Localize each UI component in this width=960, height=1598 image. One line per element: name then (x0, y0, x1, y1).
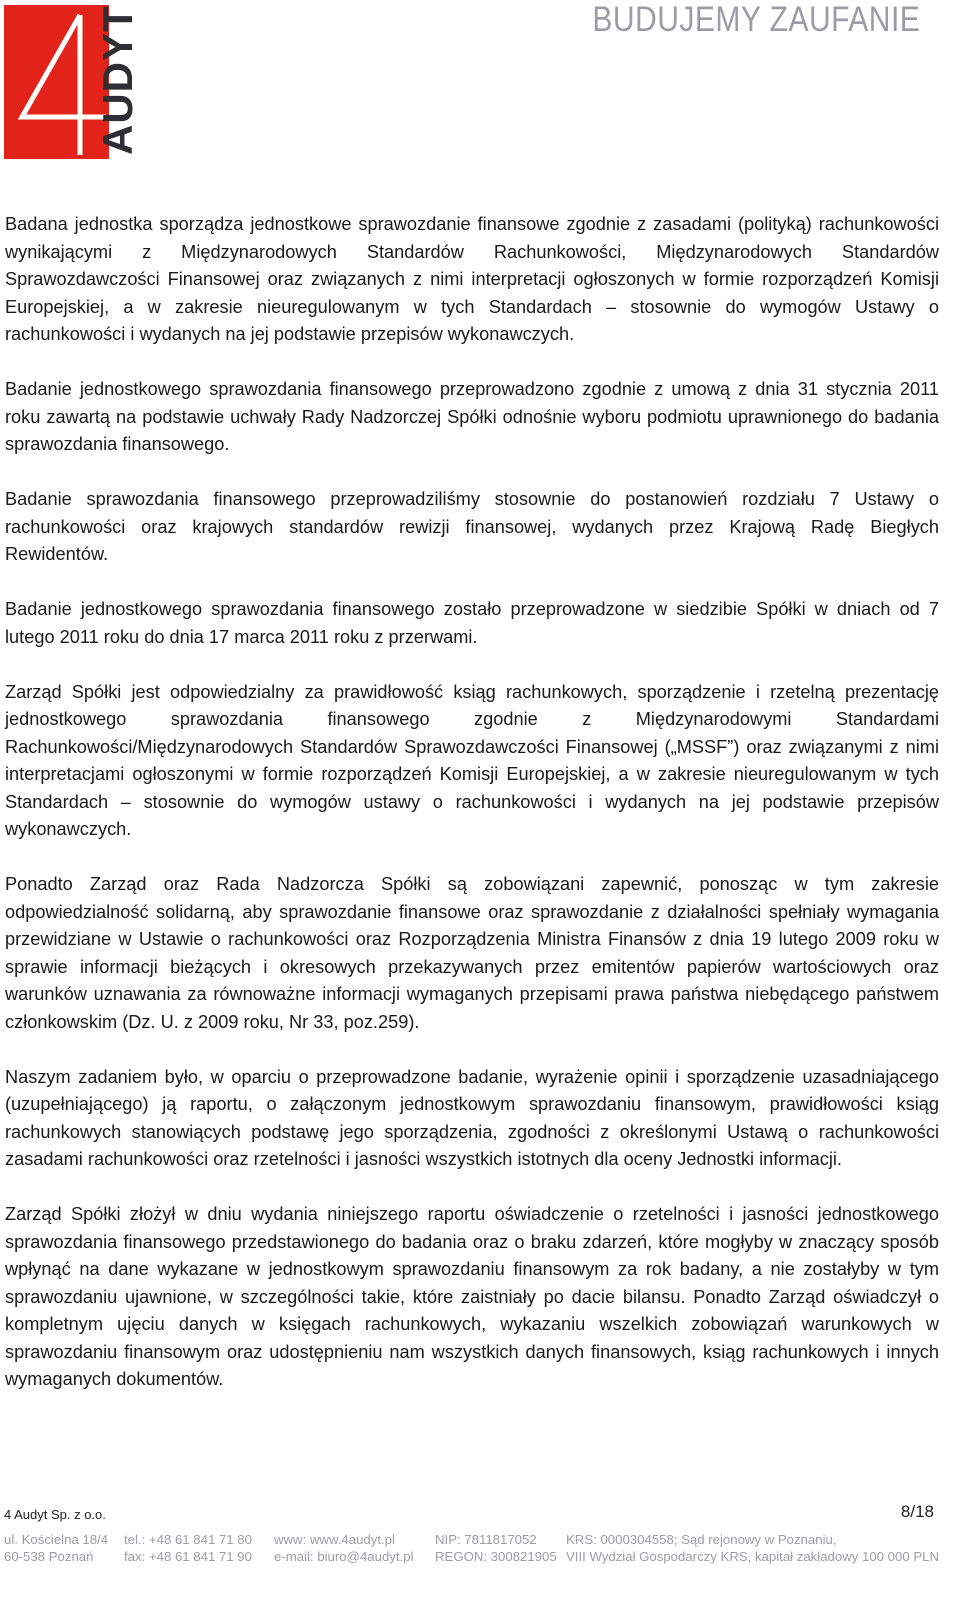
paragraph: Badanie sprawozdania finansowego przeprowadziliśmy stosownie do postanowień rozdziału 7 Ustawy o rachunkowości oraz krajowych standardów rewizji finansowej, wydanych przez Krajową Radę Biegłych Rewidentów. (5, 489, 939, 564)
krs-line-2: VIII Wydział Gospodarczy KRS, kapitał zakładowy 100 000 PLN (566, 1549, 939, 1564)
footer-web (274, 1531, 413, 1565)
nip-number: NIP: 7811817052 (435, 1532, 537, 1547)
paragraph: Badana jednostka sporządza jednostkowe sprawozdanie finansowe zgodnie z zasadami (polityką) rachunkowości wynikającymi z Międzynarodowych Standardów Rachunkowości, Międzynarodowych Standardów Sprawozdawczości Finansowej oraz związanych z nimi interpretacji ogłoszonych w formie rozporządzeń Komisji Europejskiej, a w zakresie nieuregulowanym w tych Standardach – stosownie do wymogów Ustawy o rachunkowości i wydanych na jej podstawie przepisów wykonawczych. (5, 214, 939, 344)
footer-krs (566, 1531, 939, 1565)
email-link[interactable]: e-mail: biuro@4audyt.pl (274, 1549, 414, 1564)
telephone: tel.: +48 61 841 71 80 (124, 1532, 252, 1547)
paragraph: Zarząd Spółki jest odpowiedzialny za prawidłowość ksiąg rachunkowych, sporządzenie i rzetelną prezentację jednostkowego sprawozdania finansowego zgodnie z Międzynarodowymi Standardami Rachunkowości/Międzynarodowych Standardów Sprawozdawczości Finansowej („MSSF”) oraz związanymi z nimi interpretacjami ogłoszonymi w formie rozporządzeń Komisji Europejskiej, a w zakresie nieuregulowanym w tych Standardach – stosownie do wymogów ustawy o rachunkowości i wydanych na jej podstawie przepisów wykonawczych. (5, 681, 939, 839)
krs-line-1: KRS: 0000304558; Sąd rejonowy w Poznaniu, (566, 1532, 837, 1547)
paragraph: Ponadto Zarząd oraz Rada Nadzorcza Spółki są zobowiązani zapewnić, ponosząc w tym zakresie odpowiedzialność solidarną, aby sprawozdanie finansowe oraz sprawozdanie z działalności spełniały wymagania przewidziane w Ustawie o rachunkowości oraz Rozporządzenia Ministra Finansów z dnia 19 lutego 2009 roku w sprawie informacji bieżących i okresowych przekazywanych przez emitentów papierów wartościowych oraz warunków uznawania za równoważne informacji wymaganych przepisami prawa państwa niebędącego państwem członkowskim (Dz. U. z 2009 roku, Nr 33, poz.259). (5, 874, 939, 1032)
paragraph: Badanie jednostkowego sprawozdania finansowego zostało przeprowadzone w siedzibie Spółki w dniach od 7 lutego 2011 roku do dnia 17 marca 2011 roku z przerwami. (5, 599, 939, 647)
footer-company-name: 4 Audyt Sp. z o.o. (4, 1507, 106, 1522)
paragraph: Zarząd Spółki złożył w dniu wydania niniejszego raportu oświadczenie o rzetelności i jasności jednostkowego sprawozdania finansowego przedstawionego do badania oraz o braku zdarzeń, które mogłyby w znaczący sposób wpłynąć na dane wykazane w jednostkowym sprawozdaniu finansowym za rok badany, a nie zostałyby w tym sprawozdaniu ujawnione, w szczególności takie, które zaistniały po dacie bilansu. Ponadto Zarząd oświadczył o kompletnym ujęciu danych w księgach rachunkowych, wykazaniu wszelkich zobowiązań warunkowych w sprawozdaniu finansowym oraz udostępnieniu nam wszystkich danych finansowych, ksiąg rachunkowych i innych wymaganych dokumentów. (5, 1204, 939, 1389)
fax: fax: +48 61 841 71 90 (124, 1549, 252, 1564)
page-number: 8/18 (900, 1502, 934, 1521)
document-body (5, 211, 939, 1421)
address-line-2: 60-538 Poznań (4, 1549, 94, 1564)
paragraph: Badanie jednostkowego sprawozdania finansowego przeprowadzono zgodnie z umową z dnia 31 stycznia 2011 roku zawartą na podstawie uchwały Rady Nadzorczej Spółki odnośnie wyboru podmiotu uprawnionego do badania sprawozdania finansowego. (5, 379, 939, 454)
regon-number: REGON: 300821905 (435, 1549, 557, 1564)
footer-registry-ids (435, 1531, 557, 1565)
address-line-1: ul. Kościelna 18/4 (4, 1532, 109, 1547)
footer-phone (124, 1531, 252, 1565)
paragraph: Naszym zadaniem było, w oparciu o przeprowadzone badanie, wyrażenie opinii i sporządzenie uzasadniającego (uzupełniającego) ją raportu, o załączonym jednostkowym sprawozdaniu finansowym, prawidłowości ksiąg rachunkowych stanowiących podstawę jego sporządzenia, zgodności z określonymi Ustawą o rachunkowości zasadami rachunkowości oraz rzetelności i jasności wszystkich istotnych dla oceny Jednostki informacji. (5, 1066, 939, 1169)
slogan: BUDUJEMY ZAUFANIE (592, 0, 920, 39)
website-link[interactable]: www: www.4audyt.pl (274, 1532, 395, 1547)
company-logo (4, 5, 156, 159)
logo-word: AUDYT (94, 5, 141, 155)
footer-address (4, 1531, 108, 1565)
